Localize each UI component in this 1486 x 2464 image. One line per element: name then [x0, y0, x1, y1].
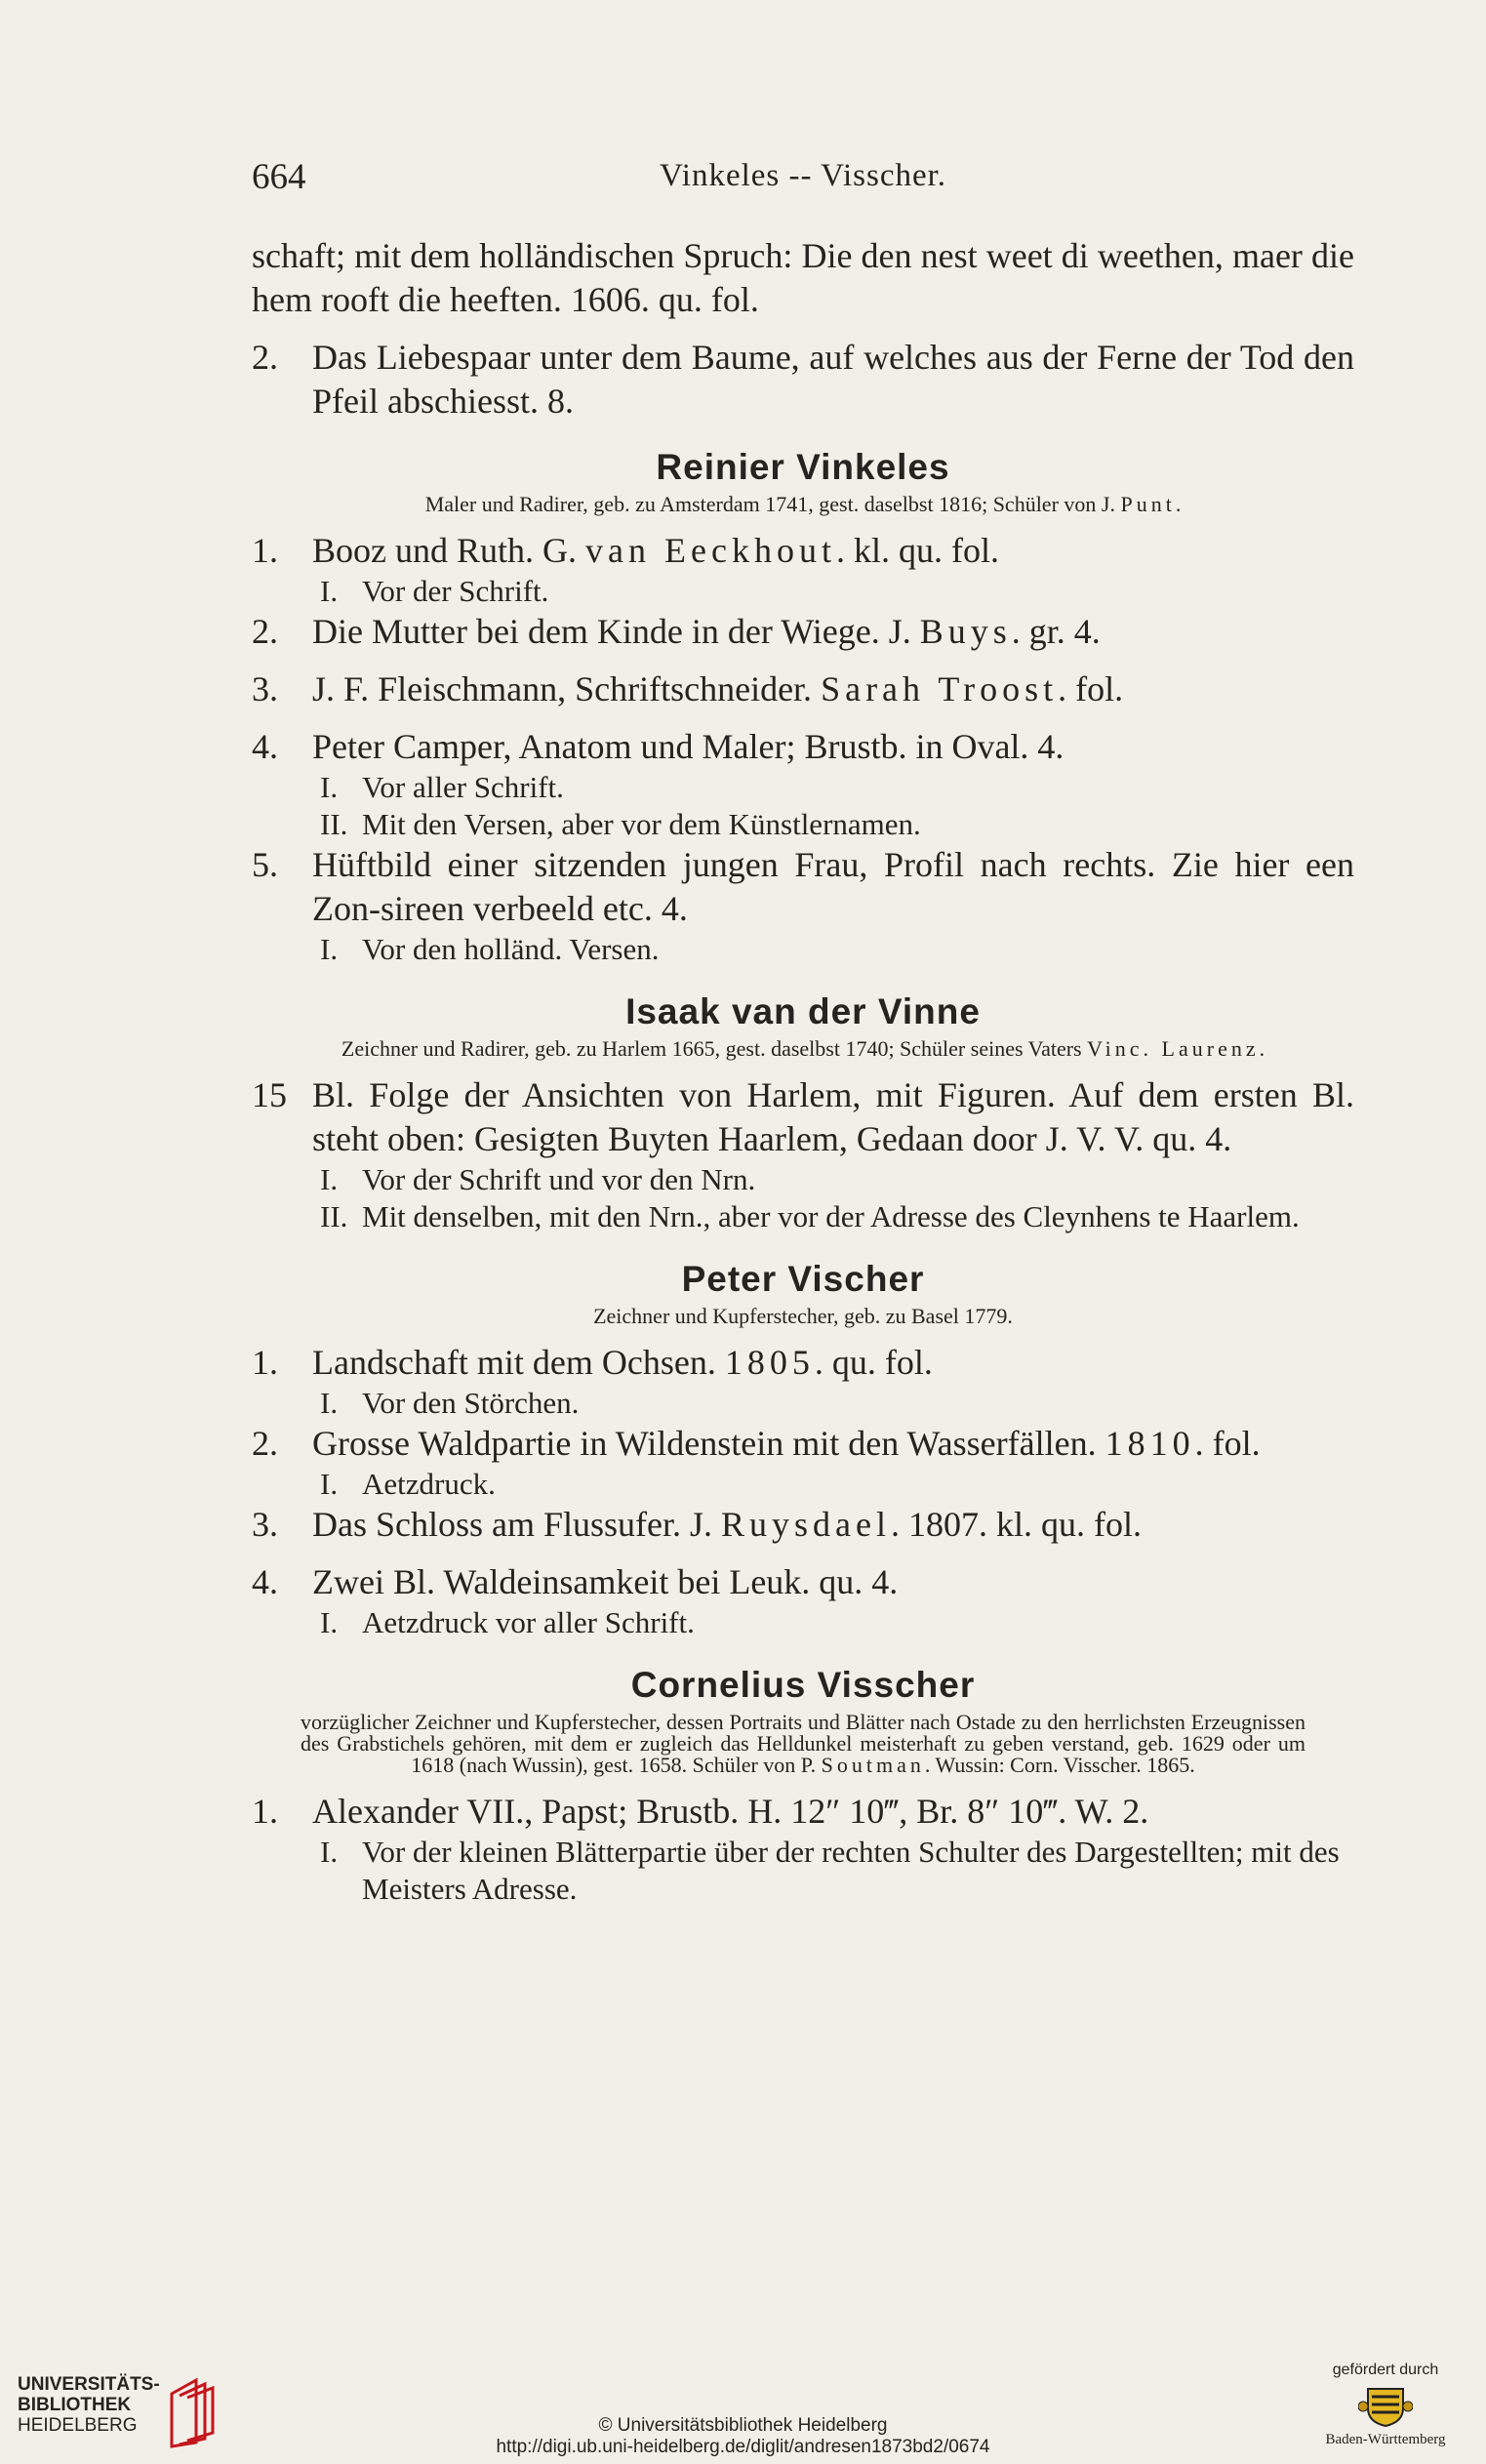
- print-state: [252, 1161, 1354, 1198]
- biography-end: . Wussin: Corn. Visscher. 1865.: [924, 1753, 1195, 1777]
- page-body: [252, 234, 1354, 1908]
- print-state: [252, 931, 1354, 968]
- catalog-entry: [252, 336, 1354, 424]
- artist-biography: [252, 494, 1354, 515]
- state-number: I.: [320, 770, 339, 804]
- running-title: Vinkeles -- Visscher.: [659, 158, 947, 193]
- state-text: Vor den holländ. Versen.: [362, 932, 660, 966]
- entry-text: Booz und Ruth. G.: [312, 531, 578, 570]
- artist-heading: Cornelius Visscher: [630, 1665, 976, 1705]
- entry-number: 2.: [252, 612, 278, 651]
- state-text: Mit denselben, mit den Nrn., aber vor der Adresse des Cleynhens te Haarlem.: [362, 1199, 1300, 1233]
- entry-artist-name: 1810: [1104, 1424, 1195, 1463]
- state-text: Mit den Versen, aber vor dem Künstlernamen.: [362, 807, 921, 841]
- entry-text: Zwei Bl. Waldeinsamkeit bei Leuk. qu. 4.: [312, 1562, 899, 1601]
- artist-heading: Peter Vischer: [681, 1259, 925, 1299]
- catalog-entry: [252, 667, 1354, 711]
- coat-of-arms-icon: [1358, 2383, 1413, 2428]
- page-number: 664: [252, 157, 306, 197]
- catalog-entry: [252, 610, 1354, 654]
- print-state: [252, 1385, 1354, 1422]
- catalog-entry: [252, 843, 1354, 931]
- entry-artist-name: van Eeckhout: [585, 531, 836, 570]
- funder-name: Baden-Württemberg: [1325, 2432, 1446, 2447]
- logo-line: BIBLIOTHEK: [18, 2395, 132, 2415]
- biography-text: Zeichner und Kupferstecher, geb. zu Basel 1779.: [593, 1304, 1013, 1328]
- state-number: II.: [320, 1199, 348, 1233]
- funded-by-label: gefördert durch: [1332, 2362, 1439, 2378]
- catalog-entry: [252, 1790, 1354, 1834]
- entry-number: 15: [252, 1075, 287, 1114]
- biography-text: Maler und Radirer, geb. zu Amsterdam 1741, gest. daselbst 1816; Schüler von J.: [424, 492, 1115, 516]
- state-number: I.: [320, 1467, 339, 1501]
- entry-number: 5.: [252, 845, 278, 884]
- catalog-entry: [252, 725, 1354, 769]
- print-state: [252, 1466, 1354, 1503]
- state-text: Vor aller Schrift.: [362, 770, 564, 804]
- catalog-entry: [252, 1422, 1354, 1466]
- artist-sections: [252, 447, 1354, 1908]
- catalog-entry: [252, 1503, 1354, 1547]
- entry-text: Landschaft mit dem Ochsen.: [312, 1343, 716, 1382]
- entry-artist-name: Sarah Troost: [821, 669, 1059, 708]
- artist-heading: Reinier Vinkeles: [656, 447, 950, 487]
- logo-line: UNIVERSITÄTS-: [18, 2374, 160, 2395]
- entry-artist-name: Ruysdael: [721, 1505, 891, 1544]
- page-header: [252, 156, 1354, 205]
- state-number: I.: [320, 1386, 339, 1420]
- artist-biography: [252, 1712, 1354, 1776]
- entry-details: . qu. fol.: [814, 1343, 933, 1382]
- print-state: [252, 806, 1354, 843]
- artist-heading: Isaak van der Vinne: [625, 991, 981, 1031]
- entry-text: Hüftbild einer sitzenden jungen Frau, Profil nach rechts. Zie hier een Zon-sireen verbeeld etc. 4.: [312, 845, 1354, 928]
- entry-number: 2.: [252, 338, 278, 377]
- entry-details: . fol.: [1194, 1424, 1261, 1463]
- catalog-entry: [252, 1341, 1354, 1385]
- print-state: [252, 573, 1354, 610]
- biography-end: .: [1259, 1036, 1265, 1061]
- entry-text: J. F. Fleischmann, Schriftschneider.: [312, 669, 813, 708]
- source-url-link[interactable]: http://digi.ub.uni-heidelberg.de/diglit/andresen1873bd2/0674: [496, 2437, 990, 2457]
- state-number: I.: [320, 1605, 339, 1639]
- entry-number: 4.: [252, 727, 278, 766]
- entry-text: Die Mutter bei dem Kinde in der Wiege. J.: [312, 612, 911, 651]
- entry-number: 4.: [252, 1562, 278, 1601]
- state-number: I.: [320, 1835, 339, 1869]
- state-number: I.: [320, 574, 339, 608]
- state-number: I.: [320, 932, 339, 966]
- entry-details: . 1807. kl. qu. fol.: [891, 1505, 1142, 1544]
- continued-entry: schaft; mit dem holländischen Spruch: Die den nest weet di weethen, maer die hem rooft die heeften. 1606. qu. fol.: [252, 236, 1354, 319]
- print-state: [252, 1834, 1354, 1908]
- teacher-name: Punt: [1120, 492, 1176, 516]
- catalog-entry: [252, 529, 1354, 573]
- footer-credits: [0, 2415, 1486, 2458]
- entry-number: 1.: [252, 531, 278, 570]
- entry-text: Peter Camper, Anatom und Maler; Brustb. in Oval. 4.: [312, 727, 1064, 766]
- entry-number: 1.: [252, 1792, 278, 1831]
- entry-number: 3.: [252, 1505, 278, 1544]
- catalog-entry: [252, 1073, 1354, 1161]
- entry-text: Alexander VII., Papst; Brustb. H. 12″ 10‴, Br. 8″ 10‴. W. 2.: [312, 1792, 1149, 1831]
- entry-text: Grosse Waldpartie in Wildenstein mit den Wasserfällen.: [312, 1424, 1097, 1463]
- print-state: [252, 1604, 1354, 1641]
- entry-number: 2.: [252, 1424, 278, 1463]
- state-text: Vor der kleinen Blätterpartie über der rechten Schulter des Dargestellten; mit des Meisters Adresse.: [362, 1835, 1340, 1906]
- entry-text: Das Liebespaar unter dem Baume, auf welches aus der Ferne der Tod den Pfeil abschiesst. 8.: [312, 338, 1354, 421]
- entry-artist-name: 1805: [724, 1343, 815, 1382]
- copyright-text: © Universitätsbibliothek Heidelberg: [598, 2415, 888, 2436]
- entry-text: Das Schloss am Flussufer. J.: [312, 1505, 713, 1544]
- state-text: Vor den Störchen.: [362, 1386, 580, 1420]
- entry-details: . kl. qu. fol.: [835, 531, 999, 570]
- catalog-entry: [252, 1560, 1354, 1604]
- biography-text: Zeichner und Radirer, geb. zu Harlem 1665, gest. daselbst 1740; Schüler seines Vaters: [341, 1036, 1082, 1061]
- artist-biography: [252, 1306, 1354, 1327]
- biography-end: .: [1175, 492, 1182, 516]
- teacher-name: Soutman: [821, 1753, 925, 1777]
- entry-text: Bl. Folge der Ansichten von Harlem, mit Figuren. Auf dem ersten Bl. steht oben: Gesigten Buyten Haarlem, Gedaan door J. V. V. qu. 4.: [312, 1075, 1354, 1158]
- funding-note: [1298, 2362, 1473, 2448]
- entry-number: 1.: [252, 1343, 278, 1382]
- state-number: II.: [320, 807, 348, 841]
- entry-details: . gr. 4.: [1011, 612, 1101, 651]
- entry-artist-name: Buys: [919, 612, 1012, 651]
- entry-number: 3.: [252, 669, 278, 708]
- state-text: Aetzdruck vor aller Schrift.: [362, 1605, 695, 1639]
- state-number: I.: [320, 1162, 339, 1196]
- print-state: [252, 1198, 1354, 1235]
- state-text: Vor der Schrift.: [362, 574, 549, 608]
- biography-text: vorzüglicher Zeichner und Kupferstecher, dessen Portraits und Blätter nach Ostade zu den herrlichsten Erzeugnissen des Grabstichels gehören, mit dem er zugleich das Helldunkel meisterhaft zu geben verstand, geb. 1629 oder um 1618 (nach Wussin), gest. 1658. Schüler von P.: [301, 1710, 1305, 1777]
- teacher-name: Vinc. Laurenz: [1087, 1036, 1260, 1061]
- print-state: [252, 769, 1354, 806]
- state-text: Aetzdruck.: [362, 1467, 496, 1501]
- artist-biography: [252, 1038, 1354, 1060]
- logo-line: HEIDELBERG: [18, 2415, 138, 2436]
- entry-details: . fol.: [1058, 669, 1124, 708]
- state-text: Vor der Schrift und vor den Nrn.: [362, 1162, 756, 1196]
